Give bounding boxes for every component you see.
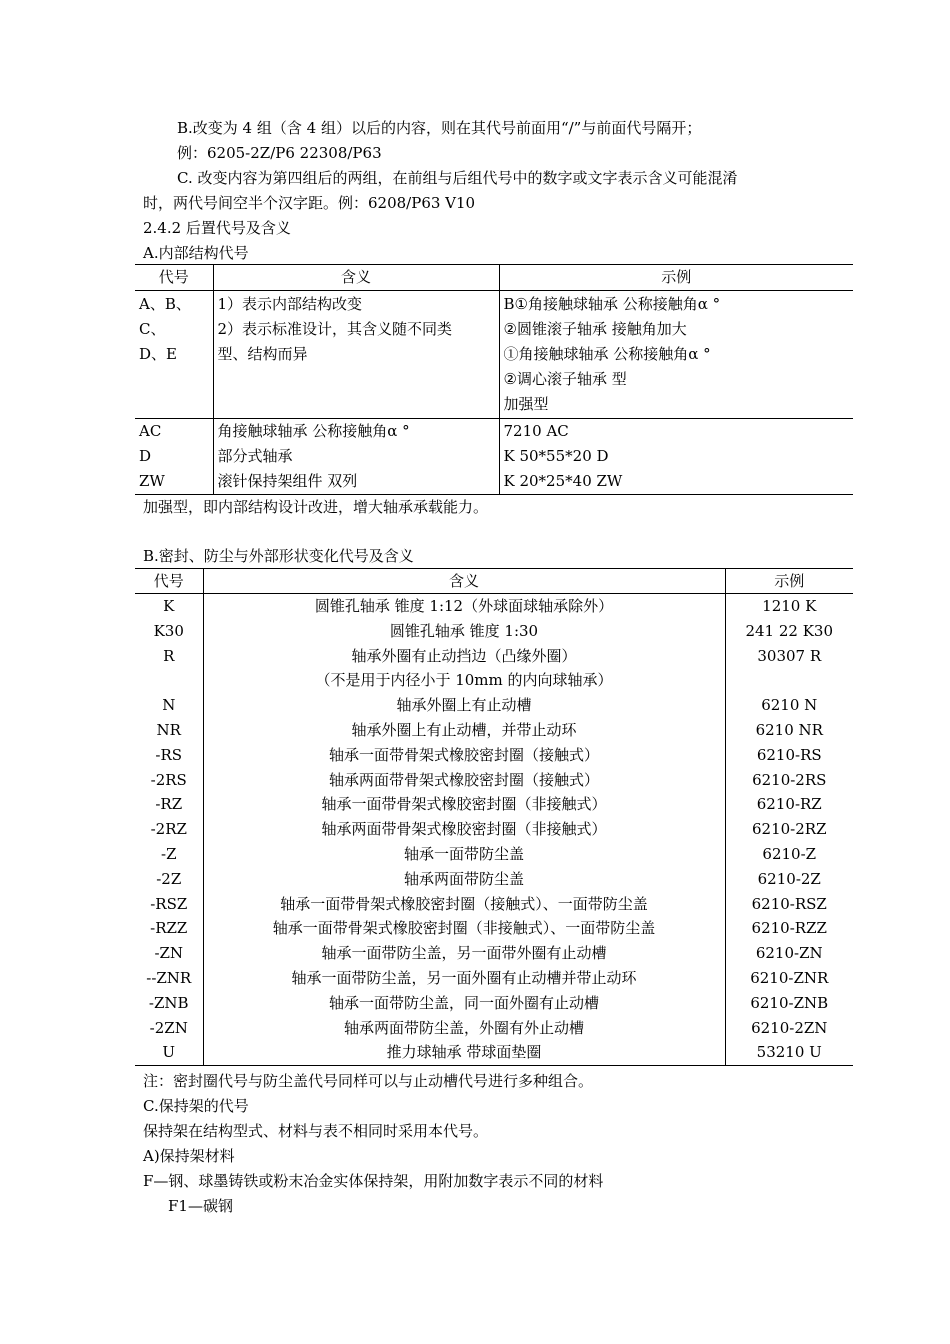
- example-cell: 6210-ZN: [725, 941, 853, 966]
- example-cell: 6210 NR: [725, 718, 853, 743]
- meaning-cell: 轴承一面带骨架式橡胶密封圈（非接触式）: [203, 792, 725, 817]
- paragraph-material-f1: F1—碳钢: [168, 1197, 233, 1215]
- meaning-cell: 圆锥孔轴承 锥度 1:12（外球面球轴承除外）: [203, 594, 725, 619]
- example-cell: 6210-2Z: [725, 867, 853, 892]
- code-cell: -ZN: [154, 944, 184, 963]
- code-cell: AC: [139, 422, 162, 440]
- example-cell: 6210-RS: [725, 743, 853, 768]
- meaning-cell: 轴承两面带骨架式橡胶密封圈（接触式）: [203, 768, 725, 793]
- example-cell: K 50*55*20 D: [499, 444, 853, 469]
- example-cell: 6210-2RS: [725, 768, 853, 793]
- example-cell: 6210-ZNB: [725, 991, 853, 1016]
- example-cell: 6210-RZ: [725, 792, 853, 817]
- column-header-example: 示例: [499, 265, 853, 291]
- example-cell: 241 22 K30: [725, 619, 853, 644]
- note-combination: 注：密封圈代号与防尘盖代号同样可以与止动槽代号进行多种组合。: [143, 1072, 594, 1090]
- meaning-cell: 1）表示内部结构改变 2）表示标准设计，其含义随不同类 型、结构而异: [213, 291, 499, 419]
- paragraph-cage-usage: 保持架在结构型式、材料与表不相同时采用本代号。: [143, 1122, 489, 1140]
- heading-c-cage: C.保持架的代号: [143, 1097, 249, 1115]
- table-row: [135, 469, 853, 495]
- meaning-cell: 轴承两面带骨架式橡胶密封圈（非接触式）: [203, 817, 725, 842]
- paragraph-c-continued: 时，两代号间空半个汉字距。例：6208/P63 V10: [143, 194, 476, 212]
- code-cell: U: [135, 1040, 203, 1065]
- heading-b-seal-dust: B.密封、防尘与外部形状变化代号及含义: [143, 547, 414, 565]
- table-row: [135, 792, 853, 817]
- table-row: [135, 419, 853, 445]
- column-header-code: 代号: [135, 265, 213, 291]
- column-header-example: 示例: [725, 569, 853, 594]
- meaning-cell: 轴承两面带防尘盖，外圈有外止动槽: [203, 1016, 725, 1041]
- table-row: [135, 743, 853, 768]
- table-internal-structure: [135, 264, 853, 495]
- code-cell: D: [139, 447, 152, 465]
- column-header-code: 代号: [135, 569, 203, 594]
- code-cell: R: [163, 646, 175, 665]
- code-cell: -RZ: [155, 795, 183, 814]
- meaning-cell: 轴承一面带防尘盖: [203, 842, 725, 867]
- code-cell: -RSZ: [150, 894, 188, 913]
- example-cell: 6210-ZNR: [725, 966, 853, 991]
- paragraph-c-change: C. 改变内容为第四组后的两组，在前组与后组代号中的数字或文字表示含义可能混淆: [177, 169, 738, 187]
- table-row: [135, 966, 853, 991]
- table-row: [135, 718, 853, 743]
- code-cell: -RS: [155, 745, 183, 764]
- paragraph-example: 例：6205-2Z/P6 22308/P63: [177, 144, 382, 162]
- heading-cage-material: A)保持架材料: [143, 1147, 235, 1165]
- meaning-cell: 轴承外圈上有止动槽，并带止动环: [203, 718, 725, 743]
- example-cell: 1210 K: [725, 594, 853, 619]
- code-cell: N: [162, 696, 176, 715]
- table-row: [135, 916, 853, 941]
- table-row: [135, 768, 853, 793]
- example-cell: 6210-2RZ: [725, 817, 853, 842]
- table-header-row: [135, 569, 853, 594]
- code-cell: --ZNR: [146, 968, 192, 987]
- table-row: [135, 644, 853, 669]
- code-cell: ZW: [135, 469, 213, 495]
- example-cell: K 20*25*40 ZW: [499, 469, 853, 495]
- table-row: [135, 867, 853, 892]
- table-row: [135, 594, 853, 619]
- meaning-cell: 轴承一面带骨架式橡胶密封圈（非接触式）、一面带防尘盖: [203, 916, 725, 941]
- table-row: [135, 941, 853, 966]
- example-cell: 6210-2ZN: [725, 1016, 853, 1041]
- heading-a-internal-structure: A.内部结构代号: [143, 244, 249, 262]
- example-cell: 6210-Z: [725, 842, 853, 867]
- table-row: [135, 892, 853, 917]
- code-cell: -2ZN: [149, 1018, 188, 1037]
- note-reinforced-type: 加强型，即内部结构设计改进，增大轴承承载能力。: [143, 498, 489, 516]
- example-cell: 6210 N: [725, 693, 853, 718]
- table-row: [135, 991, 853, 1016]
- code-cell: NR: [156, 720, 181, 739]
- table-row: [135, 1016, 853, 1041]
- code-cell: -RZZ: [150, 919, 188, 938]
- paragraph-b-change: B.改变为 4 组（含 4 组）以后的内容，则在其代号前面用“/”与前面代号隔开；: [177, 119, 702, 137]
- meaning-cell: 部分式轴承: [213, 444, 499, 469]
- meaning-cell: 推力球轴承 带球面垫圈: [203, 1040, 725, 1065]
- table-seal-dust-codes: [135, 568, 853, 1066]
- meaning-cell: （不是用于内径小于 10mm 的内向球轴承）: [203, 668, 725, 693]
- example-cell: 6210-RSZ: [725, 892, 853, 917]
- example-cell: [725, 668, 853, 693]
- table-row: [135, 291, 853, 419]
- code-cell: K: [163, 597, 175, 615]
- table-row: [135, 817, 853, 842]
- meaning-cell: 轴承一面带防尘盖，同一面外圈有止动槽: [203, 991, 725, 1016]
- table-row: [135, 1040, 853, 1065]
- meaning-cell: 角接触球轴承 公称接触角α °: [213, 419, 499, 445]
- meaning-cell: 轴承外圈上有止动槽: [203, 693, 725, 718]
- code-cell: -Z: [161, 844, 177, 863]
- table-row: [135, 842, 853, 867]
- example-cell: B①角接触球轴承 公称接触角α ° ②圆锥滚子轴承 接触角加大 ①角接触球轴承 公称接触角α ° ②调心滚子轴承 型 加强型: [499, 291, 853, 419]
- paragraph-material-f: F—钢、球墨铸铁或粉末冶金实体保持架，用附加数字表示不同的材料: [143, 1172, 604, 1190]
- code-cell: -ZNB: [148, 993, 189, 1012]
- code-cell: [135, 668, 203, 693]
- meaning-cell: 圆锥孔轴承 锥度 1:30: [203, 619, 725, 644]
- table-row: [135, 444, 853, 469]
- table-header-row: [135, 265, 853, 291]
- meaning-cell: 轴承外圈有止动挡边（凸缘外圈）: [203, 644, 725, 669]
- column-header-meaning: 含义: [203, 569, 725, 594]
- code-cell: A、B、C、 D、E: [135, 291, 213, 419]
- table-row: [135, 619, 853, 644]
- example-cell: 30307 R: [725, 644, 853, 669]
- example-cell: 7210 AC: [499, 419, 853, 445]
- table-row: [135, 668, 853, 693]
- meaning-cell: 轴承一面带防尘盖，另一面外圈有止动槽并带止动环: [203, 966, 725, 991]
- example-cell: 6210-RZZ: [725, 916, 853, 941]
- meaning-cell: 轴承一面带骨架式橡胶密封圈（接触式）: [203, 743, 725, 768]
- meaning-cell: 轴承一面带防尘盖，另一面带外圈有止动槽: [203, 941, 725, 966]
- meaning-cell: 轴承一面带骨架式橡胶密封圈（接触式）、一面带防尘盖: [203, 892, 725, 917]
- code-cell: K30: [153, 621, 184, 640]
- code-cell: -2RZ: [150, 820, 187, 839]
- section-heading-2-4-2: 2.4.2 后置代号及含义: [143, 219, 291, 237]
- meaning-cell: 轴承两面带防尘盖: [203, 867, 725, 892]
- table-row: [135, 693, 853, 718]
- example-cell: 53210 U: [725, 1040, 853, 1065]
- column-header-meaning: 含义: [213, 265, 499, 291]
- code-cell: -2Z: [156, 869, 182, 888]
- meaning-cell: 滚针保持架组件 双列: [213, 469, 499, 495]
- code-cell: -2RS: [150, 770, 187, 789]
